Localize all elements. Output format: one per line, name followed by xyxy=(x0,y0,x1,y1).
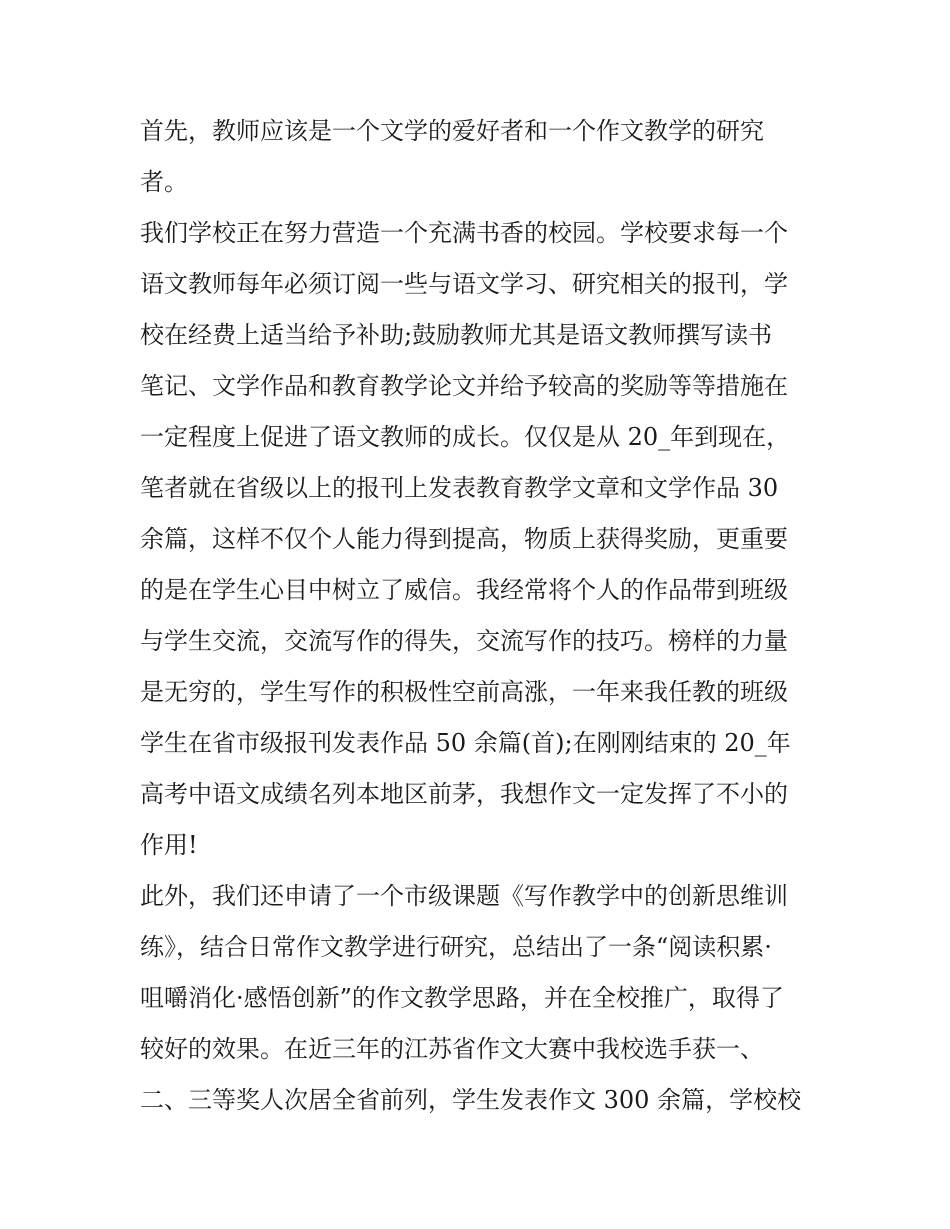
text-line: 余篇，这样不仅个人能力得到提高，物质上获得奖励，更重要 xyxy=(140,525,788,553)
text-line: 笔记、文学作品和教育教学论文并给予较高的奖励等等措施在 xyxy=(140,372,788,400)
text-line: 一定程度上促进了语文教师的成长。仅仅是从 20_年到现在， xyxy=(140,423,791,451)
text-line: 与学生交流，交流写作的得失，交流写作的技巧。榜样的力量 xyxy=(140,627,788,655)
text-line: 者。 xyxy=(140,168,188,196)
text-line: 笔者就在省级以上的报刊上发表教育教学文章和文学作品 30 xyxy=(140,474,779,502)
text-line: 咀嚼消化·感悟创新”的作文教学思路，并在全校推广，取得了 xyxy=(140,984,784,1012)
text-line: 是无穷的，学生写作的积极性空前高涨，一年来我任教的班级 xyxy=(140,678,788,706)
text-line: 我们学校正在努力营造一个充满书香的校园。学校要求每一个 xyxy=(140,219,788,247)
text-line: 较好的效果。在近三年的江苏省作文大赛中我校选手获一、 xyxy=(140,1035,764,1063)
text-line: 作用! xyxy=(140,831,198,859)
text-line: 练》，结合日常作文教学进行研究，总结出了一条“阅读积累· xyxy=(140,933,772,961)
text-line: 二、三等奖人次居全省前列，学生发表作文 300 余篇，学校校 xyxy=(140,1086,802,1114)
text-line: 此外，我们还申请了一个市级课题《写作教学中的创新思维训 xyxy=(140,882,788,910)
text-line: 的是在学生心目中树立了威信。我经常将个人的作品带到班级 xyxy=(140,576,788,604)
text-line: 学生在省市级报刊发表作品 50 余篇(首);在刚刚结束的 20_年 xyxy=(140,729,791,757)
text-line: 校在经费上适当给予补助;鼓励教师尤其是语文教师撰写读书 xyxy=(140,321,773,349)
text-line: 首先，教师应该是一个文学的爱好者和一个作文教学的研究 xyxy=(140,117,764,145)
text-line: 语文教师每年必须订阅一些与语文学习、研究相关的报刊，学 xyxy=(140,270,788,298)
text-line: 高考中语文成绩名列本地区前茅，我想作文一定发挥了不小的 xyxy=(140,780,788,808)
document-body xyxy=(140,106,820,1126)
